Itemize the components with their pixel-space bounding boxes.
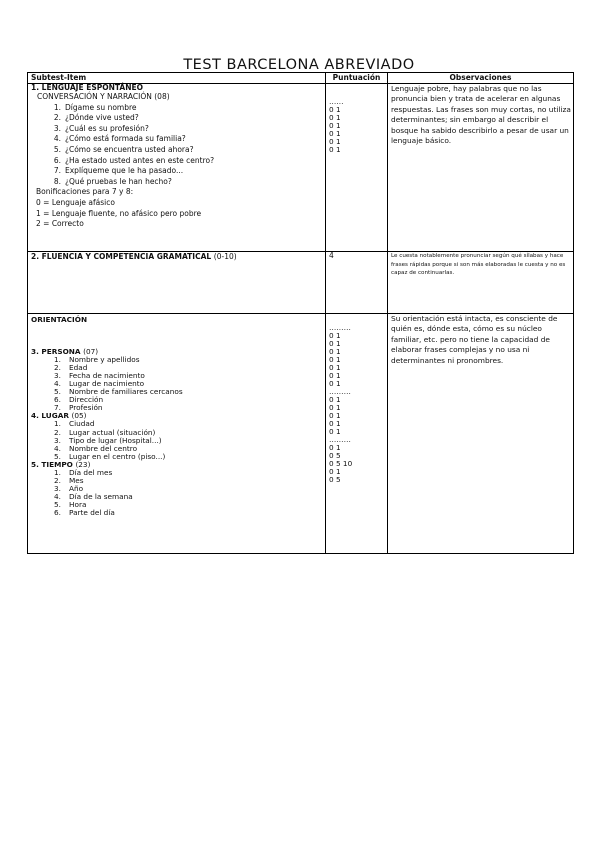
score-value: ……… — [329, 435, 351, 444]
question-item: 2. ¿Dónde vive usted? — [53, 113, 139, 123]
orientacion-observation: Su orientación está intacta, es consciente de quién es, dónde esta, cómo es su núcleo familiar, etc. pero no tiene la capacidad de elaborar frases complejas y no usa ni determinantes ni pronombres. — [388, 314, 574, 554]
score-value: …… — [329, 97, 344, 106]
score-value: 0 1 — [329, 411, 341, 420]
score-value: 0 1 — [329, 331, 341, 340]
score-value: ……… — [329, 323, 351, 332]
bonus-item: 0 = Lenguaje afásico — [36, 197, 115, 207]
orientation-item: 1. Nombre y apellidos — [54, 355, 140, 365]
score-value: 0 1 — [329, 129, 341, 138]
score-value: 0 1 — [329, 105, 341, 114]
score-value: 0 1 — [329, 379, 341, 388]
score-value: 0 1 — [329, 443, 341, 452]
header-puntuacion: Puntuación — [326, 73, 388, 84]
orientacion-items-cell — [28, 314, 326, 554]
orientation-item: 2. Lugar actual (situación) — [54, 427, 156, 437]
score-value: 0 1 — [329, 395, 341, 404]
question-item: 4. ¿Cómo está formada su familia? — [53, 134, 186, 144]
fluencia-range: (0-10) — [213, 252, 237, 261]
score-value: 0 5 10 — [329, 459, 353, 468]
test-table — [27, 72, 574, 554]
lugar-heading: 4. LUGAR (05) — [31, 411, 87, 421]
lenguaje-heading: 1. LENGUAJE ESPONTÁNEO — [31, 83, 143, 92]
lenguaje-scores-cell — [326, 84, 388, 252]
score-value: 0 1 — [329, 427, 341, 436]
document-title: TEST BARCELONA ABREVIADO — [183, 57, 415, 73]
orientation-item: 4. Día de la semana — [54, 491, 133, 501]
score-value: 0 1 — [329, 113, 341, 122]
orientation-item: 1. Ciudad — [54, 419, 95, 429]
score-value: 0 1 — [329, 467, 341, 476]
score-value: 0 1 — [329, 347, 341, 356]
orientation-item: 5. Hora — [54, 499, 87, 509]
lenguaje-observation: Lenguaje pobre, hay palabras que no las pronuncia bien y trata de acelerar en algunas respuestas. Las frases son muy cortas, no utiliza determinantes; sin embargo al describir el bosque ha sabido describirlo a pesar de usar un lenguaje básico. — [388, 84, 574, 252]
bonus-item: 2 = Correcto — [36, 219, 84, 229]
orientacion-heading: ORIENTACIÓN — [31, 315, 88, 324]
row-orientacion — [28, 314, 574, 554]
persona-heading: 3. PERSONA (07) — [31, 347, 99, 357]
orientation-item: 4. Nombre del centro — [54, 443, 138, 453]
question-item: 7. Explíqueme que le ha pasado... — [53, 166, 184, 176]
tiempo-heading: 5. TIEMPO (23) — [31, 459, 91, 469]
orientation-item: 1. Día del mes — [54, 467, 113, 477]
score-value: ……… — [329, 387, 351, 396]
score-value: 0 1 — [329, 403, 341, 412]
lenguaje-items-cell — [28, 84, 326, 252]
header-observaciones: Observaciones — [388, 73, 574, 84]
fluencia-observation: Le cuesta notablemente pronunciar según qué sílabas y hace frases rápidas porque si son más elaboradas le cuesta y no es capaz de continuarlas. — [388, 252, 574, 314]
score-value: 0 1 — [329, 137, 341, 146]
score-value: 0 1 — [329, 419, 341, 428]
orientation-item: 6. Dirección — [54, 395, 104, 405]
table-header-row — [28, 73, 574, 84]
bonus-item: 1 = Lenguaje fluente, no afásico pero pobre — [36, 208, 202, 218]
score-value: 0 1 — [329, 339, 341, 348]
score-value: 0 5 — [329, 475, 341, 484]
fluencia-item-cell — [28, 252, 326, 314]
orientation-item: 3. Tipo de lugar (Hospital...) — [54, 435, 162, 445]
row-lenguaje-espontaneo — [28, 84, 574, 252]
question-item: 6. ¿Ha estado usted antes en este centro? — [53, 155, 215, 165]
question-item: 1. Dígame su nombre — [53, 102, 137, 112]
fluencia-score: 4 — [326, 252, 388, 314]
lenguaje-subheading: CONVERSACIÓN Y NARRACIÓN (08) — [37, 92, 170, 101]
score-value: 0 1 — [329, 145, 341, 154]
orientation-item: 3. Fecha de nacimiento — [54, 371, 145, 381]
header-subtest-item: Subtest-Item — [28, 73, 326, 84]
orientation-item: 3. Año — [54, 483, 84, 493]
orientation-item: 5. Lugar en el centro (piso...) — [54, 451, 166, 461]
bonus-title: Bonificaciones para 7 y 8: — [36, 187, 134, 197]
orientation-item: 5. Nombre de familiares cercanos — [54, 387, 183, 397]
score-value: 0 1 — [329, 363, 341, 372]
score-value: 0 1 — [329, 371, 341, 380]
score-value: 0 5 — [329, 451, 341, 460]
orientation-item: 4. Lugar de nacimiento — [54, 379, 145, 389]
orientation-item: 7. Profesión — [54, 403, 103, 413]
fluencia-heading: 2. FLUENCIA Y COMPETENCIA GRAMATICAL — [31, 252, 212, 261]
score-value: 0 1 — [329, 121, 341, 130]
question-item: 5. ¿Cómo se encuentra usted ahora? — [53, 144, 194, 154]
question-item: 3. ¿Cuál es su profesión? — [53, 123, 149, 133]
question-item: 8. ¿Qué pruebas le han hecho? — [53, 176, 172, 186]
score-value: 0 1 — [329, 355, 341, 364]
orientation-item: 2. Edad — [54, 363, 88, 373]
orientacion-scores-cell — [326, 314, 388, 554]
orientation-item: 2. Mes — [54, 475, 84, 485]
row-fluencia — [28, 252, 574, 314]
orientation-item: 6. Parte del día — [54, 507, 115, 517]
